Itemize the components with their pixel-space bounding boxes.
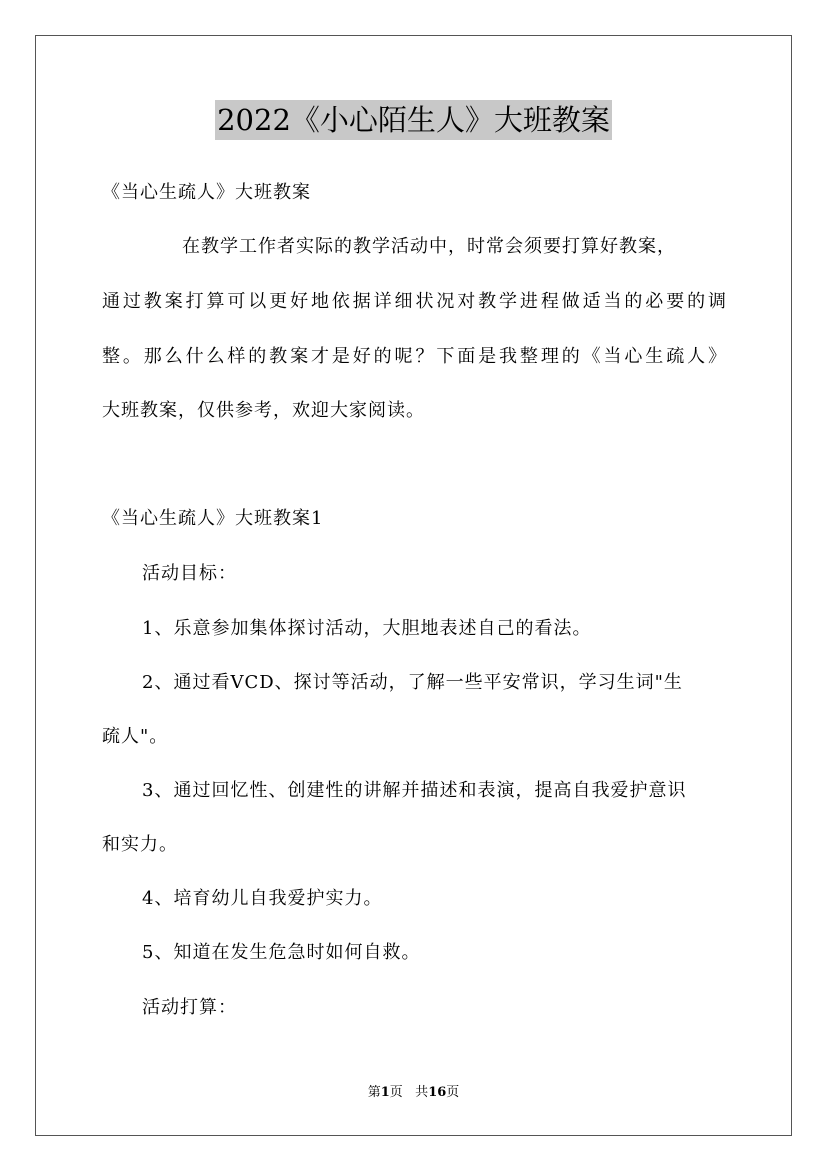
subtitle: 《当心生疏人》大班教案 [102,182,311,203]
goal-3-line-1: 3、通过回忆性、创建性的讲解并描述和表演，提高自我爱护意识 [142,780,687,801]
total-suffix: 页 [446,1085,460,1100]
total-pages: 16 [428,1085,447,1100]
page-suffix: 页 [389,1085,403,1100]
document-title: 2022《小心陌生人》大班教案 [215,100,612,140]
goal-3-line-2: 和实力。 [102,834,178,855]
goal-1: 1、乐意参加集体探讨活动，大胆地表述自己的看法。 [142,618,592,639]
page-number: 1 [380,1085,390,1100]
page-prefix: 第 [367,1085,381,1100]
goals-heading: 活动目标： [142,563,237,584]
total-prefix: 共 [415,1085,429,1100]
intro-line-1: 在教学工作者实际的教学活动中，时常会须要打算好教案， [182,236,676,257]
intro-line-2: 通过教案打算可以更好地依据详细状况对教学进程做适当的必要的调 [102,291,726,312]
goal-4: 4、培育幼儿自我爱护实力。 [142,888,383,909]
section-heading: 《当心生疏人》大班教案1 [102,508,324,529]
intro-line-4: 大班教案，仅供参考，欢迎大家阅读。 [102,400,425,421]
goal-2-line-2: 疏人"。 [102,726,169,747]
plan-heading: 活动打算： [142,997,237,1018]
goal-2-line-1: 2、通过看VCD、探讨等活动，了解一些平安常识，学习生词"生 [142,672,683,693]
page-footer [0,1084,827,1102]
title-container [0,100,827,140]
intro-line-3: 整。那么什么样的教案才是好的呢？下面是我整理的《当心生疏人》 [102,346,726,367]
goal-5: 5、知道在发生危急时如何自救。 [142,942,421,963]
